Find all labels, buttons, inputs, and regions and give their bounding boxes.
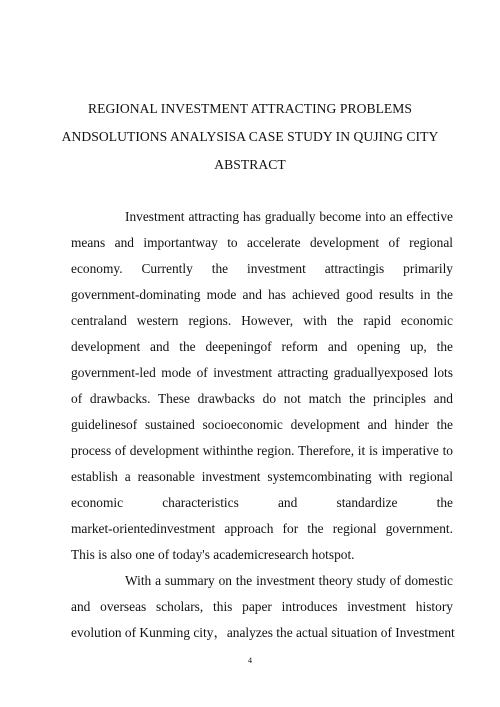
abstract-heading: ABSTRACT — [214, 157, 286, 172]
text-line: process of development withinthe region. Therefore, it is imperative to — [71, 443, 453, 458]
text-line: This is also one of today's academicresearch hotspot. — [71, 547, 355, 562]
text-line: government-dominating mode and has achieved good results in the — [71, 287, 453, 302]
text-line: means and importantway to accelerate development of regional — [71, 235, 453, 250]
text-line: guidelinesof sustained socioeconomic development and hinder the — [71, 417, 453, 432]
text-line: centraland western regions. However, with the rapid economic — [71, 313, 453, 328]
page-number: 4 — [248, 656, 252, 665]
title-line-1: REGIONAL INVESTMENT ATTRACTING PROBLEMS — [87, 101, 413, 116]
text-line: Investment attracting has gradually become into an effective — [125, 209, 453, 224]
text-line: and overseas scholars, this paper introduces investment history — [71, 599, 453, 614]
text-line: of drawbacks. These drawbacks do not match the principles and — [71, 391, 453, 406]
text-line: government-led mode of investment attracting graduallyexposed lots — [71, 365, 453, 380]
text-line: economic characteristics and standardize the — [71, 495, 453, 510]
text-line: market-orientedinvestment approach for the regional government. — [71, 521, 453, 536]
text-line: economy. Currently the investment attractingis primarily — [71, 261, 453, 276]
text-line: With a summary on the investment theory study of domestic — [125, 573, 453, 588]
text-line: development and the deepeningof reform and opening up, the — [71, 339, 453, 354]
text-line: evolution of Kunming city，analyzes the actual situation of Investment — [71, 625, 455, 640]
title-line-2: ANDSOLUTIONS ANALYSISA CASE STUDY IN QUJING CITY — [61, 129, 439, 144]
text-line: establish a reasonable investment systemcombinating with regional — [71, 469, 453, 484]
